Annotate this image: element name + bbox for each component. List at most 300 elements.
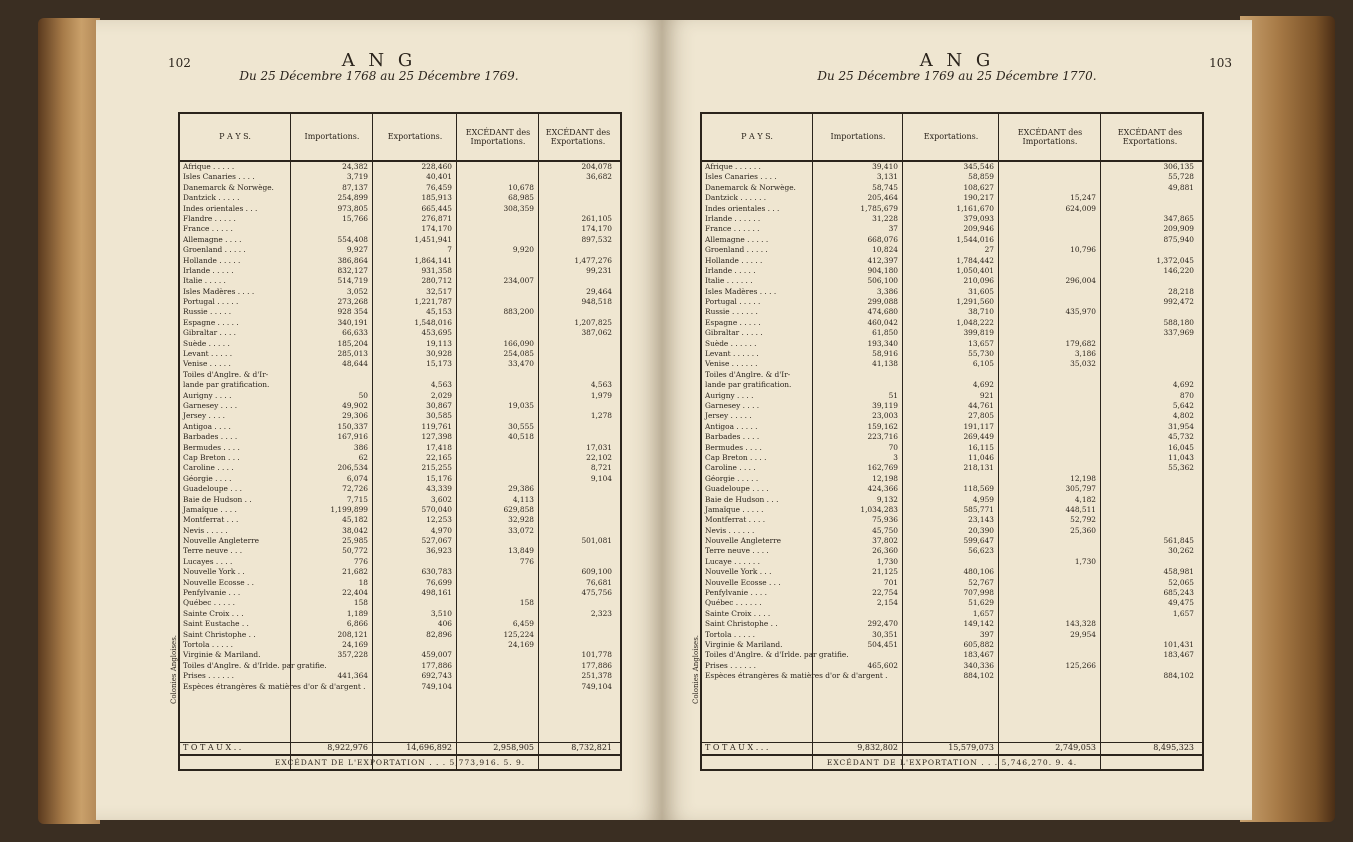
country-name: Tortola . . . . . [183, 639, 234, 649]
value-cell: 36,923 [426, 546, 452, 556]
table-row [702, 245, 1202, 255]
table-row [702, 297, 1202, 307]
value-cell: 3,131 [876, 172, 898, 182]
value-cell: 506,100 [867, 276, 898, 286]
country-name: Géorgie . . . . . [705, 473, 759, 483]
value-cell: 22,404 [342, 588, 368, 598]
value-cell: 31,228 [872, 213, 898, 223]
country-name: Russie . . . . . [183, 307, 232, 317]
value-cell: 904,180 [867, 265, 898, 275]
value-cell: 296,004 [1065, 276, 1096, 286]
value-cell: 599,647 [963, 536, 994, 546]
value-cell: 292,470 [867, 619, 898, 629]
value-cell: 441,364 [337, 671, 368, 681]
country-name: Barbades . . . . [183, 432, 238, 442]
country-name: Groenland . . . . . [183, 245, 246, 255]
table-row [702, 359, 1202, 369]
country-name: Bermudes . . . . [705, 442, 762, 452]
country-name: Indes orientales . . . [183, 203, 258, 213]
country-name: Nouvelle York . . . [705, 567, 772, 577]
total-value: 14,696,892 [406, 743, 452, 752]
table-row [180, 515, 620, 525]
value-cell: 8,721 [590, 463, 612, 473]
value-cell: 32,517 [426, 286, 452, 296]
value-cell: 21,682 [342, 567, 368, 577]
table-row [702, 598, 1202, 608]
value-cell: 143,328 [1065, 619, 1096, 629]
value-cell: 685,243 [1163, 588, 1194, 598]
value-cell: 15,766 [342, 213, 368, 223]
table-row [180, 339, 620, 349]
table-row [702, 162, 1202, 172]
table-row [702, 224, 1202, 234]
value-cell: 269,449 [963, 432, 994, 442]
value-cell: 1,784,442 [956, 255, 994, 265]
value-cell: 44,761 [968, 400, 994, 410]
value-cell: 228,460 [421, 162, 452, 171]
value-cell: 9,104 [590, 473, 612, 483]
value-cell: 127,398 [421, 432, 452, 442]
value-cell: 345,546 [963, 162, 994, 171]
value-cell: 424,366 [867, 484, 898, 494]
table-row [702, 505, 1202, 515]
country-name: Antigoa . . . . . [705, 421, 758, 431]
table-row [180, 619, 620, 629]
value-cell: 1,372,045 [1156, 255, 1194, 265]
country-name: Bermudes . . . . [183, 442, 240, 452]
value-cell: 50 [358, 390, 368, 400]
date-range: Du 25 Décembre 1768 au 25 Décembre 1769. [239, 69, 519, 83]
value-cell: 30,928 [426, 349, 452, 359]
country-name: Espèces étrangères & matières d'or & d'argent . [705, 671, 888, 681]
value-cell: 33,470 [508, 359, 534, 369]
right-page [662, 20, 1252, 820]
value-cell: 406 [437, 619, 452, 629]
value-cell: 35,032 [1070, 359, 1096, 369]
value-cell: 38,042 [342, 525, 368, 535]
total-value: 9,832,802 [857, 743, 898, 752]
country-name: Dantzick . . . . . . [705, 193, 767, 203]
country-name: Nouvelle Angleterre [183, 536, 260, 546]
value-cell: 218,131 [963, 463, 994, 473]
date-range: Du 25 Décembre 1769 au 25 Décembre 1770. [817, 69, 1097, 83]
value-cell: 5,642 [1172, 400, 1194, 410]
value-cell: 605,882 [963, 639, 994, 649]
country-name: Aurigny . . . . [705, 390, 754, 400]
value-cell: 24,382 [342, 162, 368, 171]
value-cell: 3 [893, 452, 898, 462]
table-row [702, 609, 1202, 619]
value-cell: 12,198 [872, 473, 898, 483]
value-cell: 39,119 [872, 400, 898, 410]
table-row [702, 515, 1202, 525]
value-cell: 31,605 [968, 286, 994, 296]
value-cell: 460,042 [867, 317, 898, 327]
value-cell: 448,511 [1065, 504, 1096, 514]
country-name: Terre neuve . . . . [705, 546, 769, 556]
country-name: Québec . . . . . [183, 598, 235, 608]
value-cell: 261,105 [581, 213, 612, 223]
country-name: Irlande . . . . . . [705, 213, 761, 223]
table-row [180, 193, 620, 203]
table-row [702, 380, 1202, 390]
country-name: Gibraltar . . . . [183, 328, 237, 338]
country-name: Toiles d'Anglre. & d'Irlde. par gratifie. [705, 650, 849, 660]
value-cell: 150,337 [337, 421, 368, 431]
value-cell: 38,710 [968, 307, 994, 317]
value-cell: 27,805 [968, 411, 994, 421]
value-cell: 30,262 [1168, 546, 1194, 556]
value-cell: 49,902 [342, 400, 368, 410]
value-cell: 1,730 [1074, 556, 1096, 566]
value-cell: 19,113 [426, 338, 452, 348]
value-cell: 149,142 [963, 619, 994, 629]
value-cell: 51,629 [968, 598, 994, 608]
value-cell: 299,088 [867, 297, 898, 307]
country-name: Cap Breton . . . [183, 452, 240, 462]
table-row [702, 661, 1202, 671]
value-cell: 588,180 [1163, 317, 1194, 327]
value-cell: 1,050,401 [956, 265, 994, 275]
value-cell: 668,076 [867, 234, 898, 244]
value-cell: 58,916 [872, 349, 898, 359]
value-cell: 24,169 [342, 639, 368, 649]
value-cell: 285,013 [337, 349, 368, 359]
table-row [702, 640, 1202, 650]
value-cell: 10,796 [1070, 245, 1096, 255]
trade-table [170, 112, 622, 771]
country-name: Virginie & Mariland. [183, 650, 261, 660]
value-cell: 692,743 [421, 671, 452, 681]
header-imports: Importations. [812, 114, 903, 160]
value-cell: 26,360 [872, 546, 898, 556]
value-cell: 25,985 [342, 536, 368, 546]
value-cell: 561,845 [1163, 536, 1194, 546]
value-cell: 23,143 [968, 515, 994, 525]
country-name: Saint Eustache . . [183, 619, 249, 629]
colonies-side-label: Colonies Angloises. [692, 634, 700, 704]
value-cell: 585,771 [963, 504, 994, 514]
table-row [702, 630, 1202, 640]
value-cell: 1,207,825 [574, 317, 612, 327]
table-row [180, 671, 620, 681]
value-cell: 3,719 [346, 172, 368, 182]
book-edge-right [1240, 16, 1335, 822]
table-row [702, 650, 1202, 660]
table-row [180, 484, 620, 494]
table-row [180, 463, 620, 473]
value-cell: 3,386 [876, 286, 898, 296]
value-cell: 61,850 [872, 328, 898, 338]
value-cell: 183,467 [1163, 650, 1194, 660]
value-cell: 191,117 [963, 421, 994, 431]
value-cell: 29,306 [342, 411, 368, 421]
value-cell: 1,278 [590, 411, 612, 421]
value-cell: 15,176 [426, 473, 452, 483]
country-name: Toiles d'Anglre. & d'Irlde. par gratifie. [183, 660, 327, 670]
country-name: Guadeloupe . . . . [705, 484, 769, 494]
excess-footer: EXCÉDANT DE L'EXPORTATION . . . 5,746,270. 9. 4. [702, 754, 1202, 769]
table-row [180, 650, 620, 660]
value-cell: 31,954 [1168, 421, 1194, 431]
value-cell: 41,138 [872, 359, 898, 369]
table-row [702, 432, 1202, 442]
value-cell: 474,680 [867, 307, 898, 317]
value-cell: 101,778 [581, 650, 612, 660]
value-cell: 76,681 [586, 577, 612, 587]
table-row [702, 422, 1202, 432]
table-row [180, 453, 620, 463]
value-cell: 4,113 [512, 494, 534, 504]
country-name: Portugal . . . . . [183, 297, 239, 307]
value-cell: 931,358 [421, 265, 452, 275]
header-exports: Exportations. [902, 114, 999, 160]
table-row [180, 411, 620, 421]
value-cell: 4,563 [590, 380, 612, 390]
value-cell: 1,548,016 [414, 317, 452, 327]
value-cell: 379,093 [963, 213, 994, 223]
value-cell: 992,472 [1163, 297, 1194, 307]
value-cell: 55,362 [1168, 463, 1194, 473]
header-exc-exp: EXCÉDANT des Exportations. [538, 114, 617, 160]
value-cell: 40,518 [508, 432, 534, 442]
country-name: Virginie & Mariland. [705, 639, 783, 649]
running-head [662, 50, 1252, 83]
country-name: Irlande . . . . . [705, 265, 756, 275]
value-cell: 48,644 [342, 359, 368, 369]
country-name: Québec . . . . . . [705, 598, 762, 608]
value-cell: 609,100 [581, 567, 612, 577]
table-row [180, 297, 620, 307]
table-row [180, 307, 620, 317]
value-cell: 22,754 [872, 588, 898, 598]
table-row [702, 318, 1202, 328]
table-row [180, 682, 620, 692]
table-row [180, 183, 620, 193]
country-name: Allemagne . . . . . [705, 234, 769, 244]
value-cell: 1,864,141 [414, 255, 452, 265]
table-row [702, 328, 1202, 338]
left-page [96, 20, 662, 820]
value-cell: 475,756 [581, 588, 612, 598]
table-row [180, 162, 620, 172]
value-cell: 1,730 [876, 556, 898, 566]
value-cell: 2,029 [430, 390, 452, 400]
country-name: Aurigny . . . . [183, 390, 232, 400]
table-row [180, 546, 620, 556]
value-cell: 4,802 [1172, 411, 1194, 421]
table-row [180, 526, 620, 536]
value-cell: 4,182 [1074, 494, 1096, 504]
value-cell: 28,218 [1168, 286, 1194, 296]
value-cell: 1,034,283 [860, 504, 898, 514]
value-cell: 280,712 [421, 276, 452, 286]
value-cell: 30,555 [508, 421, 534, 431]
table-row [702, 401, 1202, 411]
value-cell: 308,359 [503, 203, 534, 213]
country-name: Danemarck & Norwège. [183, 182, 274, 192]
value-cell: 514,719 [337, 276, 368, 286]
value-cell: 162,769 [867, 463, 898, 473]
value-cell: 16,045 [1168, 442, 1194, 452]
value-cell: 465,602 [867, 660, 898, 670]
header-pays: P A Y S. [741, 132, 773, 142]
country-name: Dantzick . . . . . [183, 193, 240, 203]
country-name: Danemarck & Norwège. [705, 182, 796, 192]
value-cell: 125,266 [1065, 660, 1096, 670]
table-row [702, 370, 1202, 380]
value-cell: 75,936 [872, 515, 898, 525]
value-cell: 2,323 [590, 608, 612, 618]
value-cell: 1,657 [1172, 608, 1194, 618]
value-cell: 159,162 [867, 421, 898, 431]
country-name: Jamaïque . . . . . [705, 504, 764, 514]
table-row [180, 359, 620, 369]
value-cell: 15,247 [1070, 193, 1096, 203]
value-cell: 51 [888, 390, 898, 400]
value-cell: 209,946 [963, 224, 994, 234]
value-cell: 62 [358, 452, 368, 462]
table-row [702, 619, 1202, 629]
country-name: Afrique . . . . . . [705, 162, 761, 171]
value-cell: 254,899 [337, 193, 368, 203]
table-row [180, 370, 620, 380]
value-cell: 25,360 [1070, 525, 1096, 535]
country-name: Jamaïque . . . . [183, 504, 237, 514]
value-cell: 928 354 [337, 307, 368, 317]
totals-label: T O T A U X . . . [705, 743, 769, 752]
value-cell: 458,981 [1163, 567, 1194, 577]
value-cell: 701 [883, 577, 898, 587]
country-name: Sainte Croix . . . [183, 608, 244, 618]
value-cell: 193,340 [867, 338, 898, 348]
country-name: Garnesey . . . . [705, 400, 760, 410]
table-row [180, 578, 620, 588]
table-row [702, 443, 1202, 453]
total-value: 8,922,976 [327, 743, 368, 752]
table-row [702, 256, 1202, 266]
header-pays: P A Y S. [219, 132, 251, 142]
value-cell: 1,979 [590, 390, 612, 400]
value-cell: 58,745 [872, 182, 898, 192]
country-name: Montferrat . . . . [705, 515, 766, 525]
country-name: Penfylvanie . . . . [705, 588, 767, 598]
value-cell: 340,191 [337, 317, 368, 327]
value-cell: 570,040 [421, 504, 452, 514]
table-row [180, 505, 620, 515]
country-name: Hollande . . . . . [705, 255, 763, 265]
value-cell: 56,623 [968, 546, 994, 556]
value-cell: 1,221,787 [414, 297, 452, 307]
value-cell: 19,035 [508, 400, 534, 410]
value-cell: 49,475 [1168, 598, 1194, 608]
country-name: Venise . . . . . . [705, 359, 758, 369]
value-cell: 55,730 [968, 349, 994, 359]
table-row [702, 287, 1202, 297]
value-cell: 306,135 [1163, 162, 1194, 171]
table-row [702, 391, 1202, 401]
value-cell: 459,007 [421, 650, 452, 660]
total-value: 15,579,073 [948, 743, 994, 752]
value-cell: 174,170 [421, 224, 452, 234]
value-cell: 386,864 [337, 255, 368, 265]
country-name: Antigoa . . . . [183, 421, 231, 431]
value-cell: 16,115 [968, 442, 994, 452]
table-row [702, 214, 1202, 224]
value-cell: 1,451,941 [414, 234, 452, 244]
value-cell: 125,224 [503, 629, 534, 639]
table-row [180, 266, 620, 276]
table-row [180, 474, 620, 484]
book-edge-left [38, 18, 100, 824]
value-cell: 166,090 [503, 338, 534, 348]
value-cell: 45,750 [872, 525, 898, 535]
table-row [180, 432, 620, 442]
value-cell: 13,849 [508, 546, 534, 556]
value-cell: 82,896 [426, 629, 452, 639]
value-cell: 251,378 [581, 671, 612, 681]
table-row [180, 380, 620, 390]
country-name: Levant . . . . . . [705, 349, 759, 359]
table-row [180, 536, 620, 546]
table-row [702, 567, 1202, 577]
table-header [180, 114, 620, 162]
country-name: Espagne . . . . . [183, 317, 239, 327]
value-cell: 629,858 [503, 504, 534, 514]
table-row [702, 307, 1202, 317]
country-name: France . . . . . [183, 224, 233, 234]
value-cell: 45,153 [426, 307, 452, 317]
total-value: 8,495,323 [1153, 743, 1194, 752]
value-cell: 177,886 [581, 660, 612, 670]
value-cell: 921 [979, 390, 994, 400]
table-row [180, 557, 620, 567]
value-cell: 340,336 [963, 660, 994, 670]
value-cell: 43,339 [426, 484, 452, 494]
value-cell: 884,102 [963, 671, 994, 681]
value-cell: 6,105 [972, 359, 994, 369]
value-cell: 23,003 [872, 411, 898, 421]
table-row [180, 630, 620, 640]
value-cell: 39,410 [872, 162, 898, 171]
table-row [702, 463, 1202, 473]
country-name: Russie . . . . . . [705, 307, 758, 317]
value-cell: 32,928 [508, 515, 534, 525]
value-cell: 397 [979, 629, 994, 639]
table-row [702, 411, 1202, 421]
table-row [180, 224, 620, 234]
value-cell: 9,927 [346, 245, 368, 255]
value-cell: 504,451 [867, 639, 898, 649]
value-cell: 1,544,016 [956, 234, 994, 244]
value-cell: 52,767 [968, 577, 994, 587]
value-cell: 177,886 [421, 660, 452, 670]
value-cell: 6,459 [512, 619, 534, 629]
country-name: Jersey . . . . . [705, 411, 752, 421]
country-name: Prises . . . . . . [183, 671, 235, 681]
country-name: Nevis . . . . . [183, 525, 228, 535]
table-row [702, 495, 1202, 505]
value-cell: 15,173 [426, 359, 452, 369]
value-cell: 70 [888, 442, 898, 452]
value-cell: 205,464 [867, 193, 898, 203]
country-name: Flandre . . . . . [183, 213, 236, 223]
table-row [702, 588, 1202, 598]
value-cell: 29,386 [508, 484, 534, 494]
country-name: Prises . . . . . . [705, 660, 757, 670]
value-cell: 183,467 [963, 650, 994, 660]
value-cell: 4,692 [1172, 380, 1194, 390]
